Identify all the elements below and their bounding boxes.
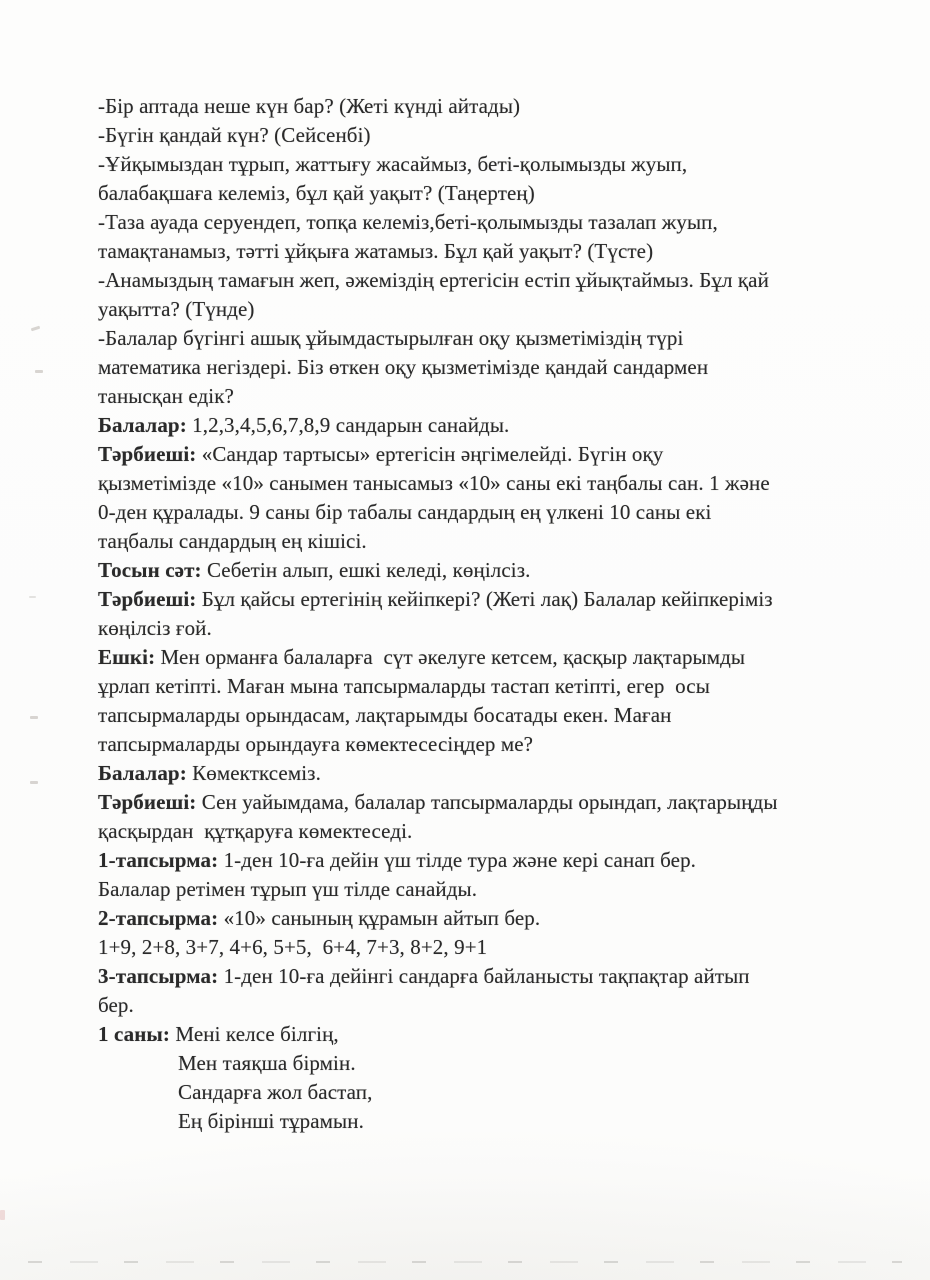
scan-artifact	[35, 370, 43, 373]
line-text: -Анамыздың тамағын жеп, әжеміздің ертегісін естіп ұйықтаймыз. Бұл қай	[98, 268, 769, 292]
line-text: ұрлап кетіпті. Маған мына тапсырмаларды тастап кетіпті, егер осы	[98, 674, 710, 698]
text-line	[98, 179, 898, 208]
line-text: Мен орманға балаларға сүт әкелуге кетсем, қасқыр лақтарымды	[155, 645, 746, 669]
line-text: қызметімізде «10» санымен танысамыз «10» саны екі таңбалы сан. 1 және	[98, 471, 770, 495]
text-line	[98, 904, 898, 933]
text-line	[98, 411, 898, 440]
text-line	[98, 469, 898, 498]
line-text: -Ұйқымыздан тұрып, жаттығу жасаймыз, беті-қолымызды жуып,	[98, 152, 688, 176]
line-text: 1+9, 2+8, 3+7, 4+6, 5+5, 6+4, 7+3, 8+2, 9+1	[98, 935, 488, 959]
line-text: Сандарға жол бастап,	[178, 1080, 373, 1104]
line-text: уақытта? (Түнде)	[98, 297, 255, 321]
speaker-label: Тәрбиеші:	[98, 442, 197, 466]
scan-artifact	[0, 1210, 5, 1220]
text-line	[98, 672, 898, 701]
line-text: тапсырмаларды орындауға көмектесесіңдер ме?	[98, 732, 534, 756]
line-text: -Балалар бүгінгі ашық ұйымдастырылған оқу қызметіміздің түрі	[98, 326, 684, 350]
line-text: «Сандар тартысы» ертегісін әңгімелейді. Бүгін оқу	[196, 442, 664, 466]
line-text: Сен уайымдама, балалар тапсырмаларды орындап, лақтарыңды	[196, 790, 778, 814]
text-line	[98, 933, 898, 962]
line-text: Мені келсе білгің,	[170, 1022, 339, 1046]
speaker-label: Тәрбиеші:	[98, 587, 197, 611]
text-line	[98, 759, 898, 788]
text-line	[98, 121, 898, 150]
text-line	[98, 643, 898, 672]
line-text: бер.	[98, 993, 134, 1017]
text-line	[98, 846, 898, 875]
speaker-label: Ешкі:	[98, 645, 156, 669]
text-line	[98, 498, 898, 527]
line-text: Себетін алып, ешкі келеді, көңілсіз.	[201, 558, 531, 582]
text-line	[98, 1107, 898, 1136]
line-text: Мен таяқша бірмін.	[178, 1051, 356, 1075]
line-text: -Таза ауада серуендеп, топқа келеміз,беті-қолымызды тазалап жуып,	[98, 210, 718, 234]
line-text: Ең бірінші тұрамын.	[178, 1109, 364, 1133]
line-text: қасқырдан құтқаруға көмектеседі.	[98, 819, 413, 843]
line-text: -Бір аптада неше күн бар? (Жеті күнді айтады)	[98, 94, 521, 118]
text-line	[98, 1078, 898, 1107]
line-text: 0-ден құралады. 9 саны бір табалы сандардың ең үлкені 10 саны екі	[98, 500, 712, 524]
text-line	[98, 788, 898, 817]
line-text: 1-ден 10-ға дейінгі сандарға байланысты тақпақтар айтып	[218, 964, 750, 988]
line-text: тамақтанамыз, тәтті ұйқыға жатамыз. Бұл қай уақыт? (Түсте)	[98, 239, 654, 263]
text-line	[98, 440, 898, 469]
text-line	[98, 237, 898, 266]
text-line	[98, 962, 898, 991]
speaker-label: Тосын сәт:	[98, 558, 202, 582]
text-line	[98, 208, 898, 237]
line-text: көңілсіз ғой.	[98, 616, 212, 640]
speaker-label: 1 саны:	[98, 1022, 171, 1046]
text-line	[98, 875, 898, 904]
text-line	[98, 585, 898, 614]
text-line	[98, 614, 898, 643]
text-line	[98, 324, 898, 353]
text-line	[98, 92, 898, 121]
scan-artifact	[29, 596, 36, 598]
speaker-label: 1-тапсырма:	[98, 848, 219, 872]
line-text: «10» санының құрамын айтып бер.	[218, 906, 541, 930]
speaker-label: 3-тапсырма:	[98, 964, 219, 988]
line-text: Көмектксеміз.	[186, 761, 321, 785]
line-text: Бұл қайсы ертегінің кейіпкері? (Жеті лақ) Балалар кейіпкеріміз	[196, 587, 773, 611]
speaker-label: 2-тапсырма:	[98, 906, 219, 930]
scan-edge-line	[28, 1261, 902, 1263]
scan-artifact	[30, 781, 38, 784]
text-line	[98, 266, 898, 295]
line-text: 1-ден 10-ға дейін үш тілде тура және кері санап бер.	[218, 848, 697, 872]
document-text-block	[98, 92, 898, 1136]
text-line	[98, 527, 898, 556]
text-line	[98, 730, 898, 759]
line-text: Балалар ретімен тұрып үш тілде санайды.	[98, 877, 478, 901]
text-line	[98, 382, 898, 411]
text-line	[98, 1020, 898, 1049]
text-line	[98, 295, 898, 324]
line-text: танысқан едік?	[98, 384, 234, 408]
line-text: математика негіздері. Біз өткен оқу қызметімізде қандай сандармен	[98, 355, 709, 379]
scan-artifact	[30, 716, 38, 719]
line-text: 1,2,3,4,5,6,7,8,9 сандарын санайды.	[186, 413, 510, 437]
text-line	[98, 817, 898, 846]
text-line	[98, 1049, 898, 1078]
speaker-label: Балалар:	[98, 761, 187, 785]
text-line	[98, 991, 898, 1020]
line-text: балабақшаға келеміз, бұл қай уақыт? (Таңертең)	[98, 181, 535, 205]
text-line	[98, 701, 898, 730]
text-line	[98, 556, 898, 585]
line-text: тапсырмаларды орындасам, лақтарымды босатады екен. Маған	[98, 703, 672, 727]
text-line	[98, 353, 898, 382]
speaker-label: Тәрбиеші:	[98, 790, 197, 814]
scan-artifact	[31, 326, 40, 332]
line-text: таңбалы сандардың ең кішісі.	[98, 529, 367, 553]
line-text: -Бүгін қандай күн? (Сейсенбі)	[98, 123, 371, 147]
speaker-label: Балалар:	[98, 413, 187, 437]
text-line	[98, 150, 898, 179]
